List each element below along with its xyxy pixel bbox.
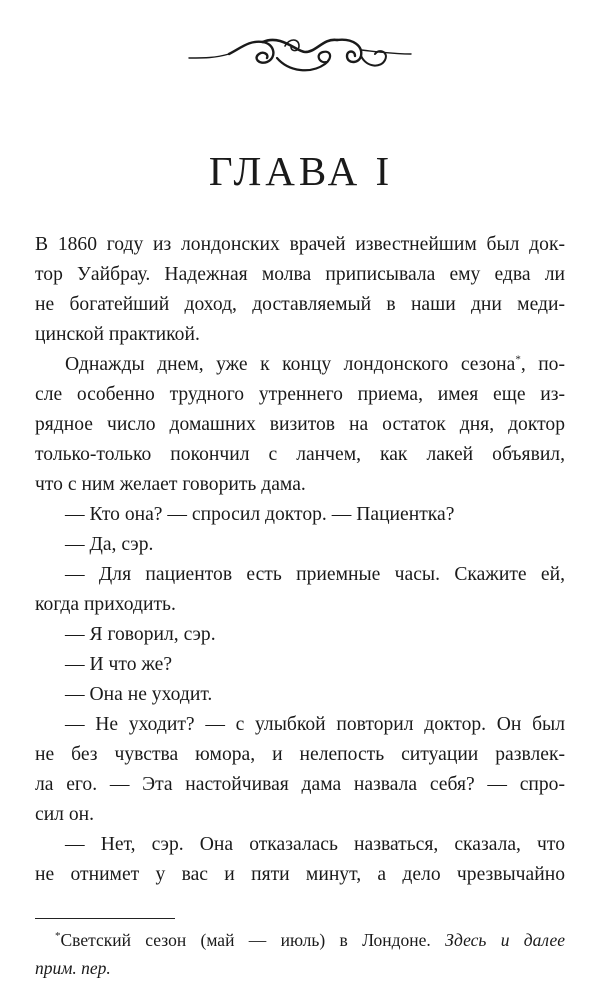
text-line: — Нет, сэр. Она отказалась назваться, сказала, что	[65, 834, 565, 855]
decorative-flourish-icon	[185, 28, 415, 82]
chapter-title: ГЛАВА I	[208, 148, 394, 194]
footnote-line: прим. пер.	[35, 958, 111, 978]
text-line: тор Уайбрау. Надежная молва приписывала ему едва ли	[35, 264, 565, 285]
text-line: сле особенно трудного утреннего приема, имея еще из-	[35, 384, 565, 405]
footnote	[35, 926, 565, 982]
text-fragment: , по-	[520, 354, 565, 375]
paragraph	[35, 350, 565, 500]
text-line: — Я говорил, сэр.	[65, 624, 216, 645]
text-line: — И что же?	[65, 654, 173, 675]
paragraph	[35, 620, 565, 650]
text-line: только-только покончил с ланчем, как лакей объявил,	[35, 444, 565, 465]
footnote-divider	[35, 918, 175, 919]
chapter-body	[35, 230, 565, 890]
footnote-note: Здесь и далее	[445, 930, 565, 950]
text-line: В 1860 году из лондонских врачей известнейшим был док-	[35, 234, 565, 255]
paragraph	[35, 500, 565, 530]
text-line: — Она не уходит.	[65, 684, 213, 705]
footnote-reference[interactable]: *	[515, 353, 521, 366]
paragraph	[35, 530, 565, 560]
paragraph	[35, 230, 565, 350]
paragraph	[35, 650, 565, 680]
text-line: цинской практикой.	[35, 324, 200, 345]
text-line: ла его. — Эта настойчивая дама назвала себя? — спро-	[35, 774, 565, 795]
text-line: что с ним желает говорить дама.	[35, 474, 306, 495]
paragraph	[35, 680, 565, 710]
footnote-text: Светский сезон (май — июль) в Лондоне.	[60, 930, 446, 950]
text-line: не отнимет у вас и пяти минут, а дело чрезвычайно	[35, 864, 565, 885]
text-line: — Не уходит? — с улыбкой повторил доктор. Он был	[65, 714, 565, 735]
text-line: не без чувства юмора, и нелепость ситуации развлек-	[35, 744, 565, 765]
footnote-line	[35, 926, 565, 954]
text-line: не богатейший доход, доставляемый в наши дни меди-	[35, 294, 565, 315]
text-line: — Кто она? — спросил доктор. — Пациентка?	[65, 504, 455, 525]
text-line: — Для пациентов есть приемные часы. Скажите ей,	[65, 564, 565, 585]
paragraph	[35, 560, 565, 620]
text-line: рядное число домашних визитов на остаток дня, доктор	[35, 414, 565, 435]
text-line	[35, 350, 565, 380]
paragraph	[35, 830, 565, 890]
paragraph	[35, 710, 565, 830]
text-line: — Да, сэр.	[65, 534, 154, 555]
footnote-mark: *	[55, 930, 61, 943]
text-line: сил он.	[35, 804, 95, 825]
text-fragment: Однажды днем, уже к концу лондонского сезона	[65, 354, 516, 375]
text-line: когда приходить.	[35, 594, 176, 615]
